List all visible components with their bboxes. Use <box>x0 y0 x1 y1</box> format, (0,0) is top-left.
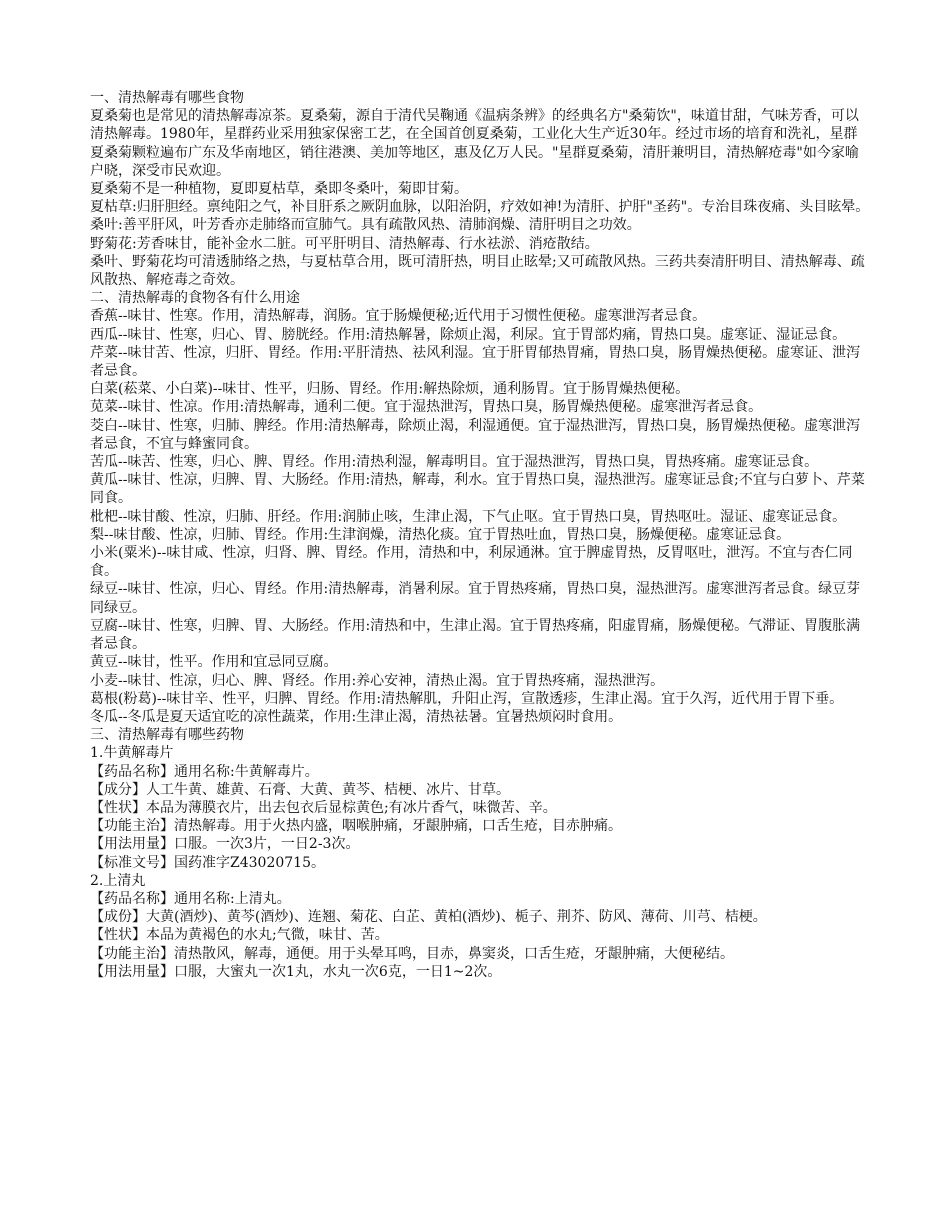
field-value: 清热散风，解毒，通便。用于头晕耳鸣，目赤，鼻窦炎，口舌生疮，牙龈肿痛，大便秘结。 <box>174 945 734 962</box>
drug-field <box>90 945 870 963</box>
field-label: 【药品名称】 <box>90 890 174 907</box>
section-heading: 三、清热解毒有哪些药物 <box>90 727 244 744</box>
food-item: 葛根(粉葛)--味甘辛、性平，归脾、胃经。作用:清热解肌，升阳止泻，宣散透疹，生津止渴。宜于久泻，近代用于胃下垂。 <box>90 690 844 707</box>
field-value: 大黄(酒炒)、黄芩(酒炒)、连翘、菊花、白芷、黄柏(酒炒)、栀子、荆芥、防风、薄荷、川芎、桔梗。 <box>146 909 767 926</box>
drug-field <box>90 781 870 799</box>
field-label: 【标准文号】 <box>90 854 174 871</box>
section-1 <box>90 89 870 289</box>
food-item: 黄豆--味甘，性平。作用和宜忌同豆腐。 <box>90 654 338 671</box>
field-label: 【成分】 <box>90 781 146 798</box>
field-value: 口服，大蜜丸一次1丸，水丸一次6克，一日1~2次。 <box>174 963 502 980</box>
food-item: 黄瓜--味甘、性凉，归脾、胃、大肠经。作用:清热，解毒，利水。宜于胃热口臭，湿热泄泻。虚寒证忌食;不宜与白萝卜、芹菜同食。 <box>90 472 865 507</box>
food-item: 西瓜--味甘、性寒，归心、胃、膀胱经。作用:清热解暑，除烦止渴，利尿。宜于胃部灼痛，胃热口臭。虚寒证、湿证忌食。 <box>90 326 847 343</box>
field-label: 【药品名称】 <box>90 763 174 780</box>
drug-title: 1.牛黄解毒片 <box>90 745 174 762</box>
food-item: 香蕉--味甘、性寒。作用，清热解毒，润肠。宜于肠燥便秘;近代用于习惯性便秘。虚寒泄泻者忌食。 <box>90 308 707 325</box>
field-value: 通用名称:牛黄解毒片。 <box>174 763 319 780</box>
food-item: 小米(粟米)--味甘咸、性凉，归肾、脾、胃经。作用，清热和中，利尿通淋。宜于脾虚胃热，反胃呕吐，泄泻。不宜与杏仁同食。 <box>90 545 853 580</box>
document-body <box>90 89 870 981</box>
field-label: 【成份】 <box>90 909 146 926</box>
section-2 <box>90 289 870 726</box>
section-heading: 一、清热解毒有哪些食物 <box>90 90 244 106</box>
field-value: 本品为黄褐色的水丸;气微，味甘、苦。 <box>146 927 389 944</box>
food-item: 小麦--味甘、性凉，归心、脾、肾经。作用:养心安神，清热止渴。宜于胃热疼痛，湿热泄泻。 <box>90 672 665 689</box>
field-label: 【功能主治】 <box>90 945 174 962</box>
field-label: 【性状】 <box>90 799 146 816</box>
field-label: 【功能主治】 <box>90 818 174 835</box>
drug-field <box>90 908 870 926</box>
food-item: 枇杷--味甘酸、性凉，归肺、肝经。作用:润肺止咳，生津止渴，下气止呕。宜于胃热口臭，胃热呕吐。湿证、虚寒证忌食。 <box>90 508 847 525</box>
food-item: 茭白--味甘、性寒，归肺、脾经。作用:清热解毒，除烦止渴，利湿通便。宜于湿热泄泻，胃热口臭，肠胃燥热便秘。虚寒泄泻者忌食，不宜与蜂蜜同食。 <box>90 417 861 452</box>
drug-field <box>90 963 870 981</box>
drug-field <box>90 835 870 853</box>
field-value: 口服。一次3片，一日2-3次。 <box>174 836 360 853</box>
field-value: 清热解毒。用于火热内盛，咽喉肿痛，牙龈肿痛，口舌生疮，目赤肿痛。 <box>174 818 622 835</box>
food-item: 豆腐--味甘、性寒，归脾、胃、大肠经。作用:清热和中，生津止渴。宜于胃热疼痛，阳虚胃痛，肠燥便秘。气滞证、胃腹胀满者忌食。 <box>90 617 861 653</box>
section-3 <box>90 726 870 981</box>
food-item: 芹菜--味甘苦、性凉，归肝、胃经。作用:平肝清热、祛风利湿。宜于肝胃郁热胃痛，胃热口臭，肠胃燥热便秘。虚寒证、泄泻者忌食。 <box>90 344 861 380</box>
section-heading: 二、清热解毒的食物各有什么用途 <box>90 290 300 307</box>
field-value: 通用名称:上清丸。 <box>174 890 291 907</box>
paragraph: 夏枯草:归肝胆经。禀纯阳之气，补目肝系之厥阴血脉，以阳治阴，疗效如神!为清肝、护肝"圣药"。专治目珠夜痛、头目眩晕。 <box>90 199 870 216</box>
food-item: 苦瓜--味苦、性寒，归心、脾、胃经。作用:清热利湿，解毒明目。宜于湿热泄泻，胃热口臭，胃热疼痛。虚寒证忌食。 <box>90 454 819 471</box>
paragraph: 夏桑菊也是常见的清热解毒凉茶。夏桑菊，源自于清代吴鞠通《温病条辨》的经典名方"桑菊饮"，味道甘甜，气味芳香，可以清热解毒。1980年，星群药业采用独家保密工艺，在全国首创夏桑菊，工业化大生产近30年。经过市场的培育和洗礼，星群夏桑菊颗粒遍布广东及华南地区，销往港澳、美加等地区，惠及亿万人民。"星群夏桑菊，清肝兼明目，清热解疮毒"如今家喻户晓，深受市民欢迎。 <box>90 108 859 179</box>
food-item: 冬瓜--冬瓜是夏天适宜吃的凉性蔬菜，作用:生津止渴，清热祛暑。宜暑热烦闷时食用。 <box>90 708 623 725</box>
field-label: 【性状】 <box>90 927 146 944</box>
field-value: 本品为薄膜衣片，出去包衣后显棕黄色;有冰片香气，味微苦、辛。 <box>146 799 557 816</box>
drug-field <box>90 799 870 817</box>
drug-field <box>90 890 870 908</box>
field-value: 国药准字Z43020715。 <box>174 854 325 871</box>
paragraph: 夏桑菊不是一种植物，夏即夏枯草，桑即冬桑叶，菊即甘菊。 <box>90 181 468 198</box>
food-item: 绿豆--味甘、性凉，归心、胃经。作用:清热解毒，消暑利尿。宜于胃热疼痛，胃热口臭，湿热泄泻。虚寒泄泻者忌食。绿豆芽同绿豆。 <box>90 581 861 616</box>
field-value: 人工牛黄、雄黄、石膏、大黄、黄芩、桔梗、冰片、甘草。 <box>146 781 510 798</box>
food-item: 梨--味甘酸、性凉，归肺、胃经。作用:生津润燥，清热化痰。宜于胃热吐血，胃热口臭，肠燥便秘。虚寒证忌食。 <box>90 526 791 543</box>
field-label: 【用法用量】 <box>90 963 174 980</box>
drug-field <box>90 817 870 835</box>
field-label: 【用法用量】 <box>90 836 174 853</box>
paragraph: 桑叶、野菊花均可清透肺络之热，与夏枯草合用，既可清肝热，明目止眩晕;又可疏散风热。三药共奏清肝明目、清热解毒、疏风散热、解疮毒之奇效。 <box>90 253 865 289</box>
food-item: 白菜(菘菜、小白菜)--味甘、性平，归肠、胃经。作用:解热除烦，通利肠胃。宜于肠胃燥热便秘。 <box>90 381 690 398</box>
food-item: 苋菜--味甘、性凉。作用:清热解毒，通利二便。宜于湿热泄泻，胃热口臭，肠胃燥热便秘。虚寒泄泻者忌食。 <box>90 399 763 416</box>
drug-field <box>90 854 870 872</box>
drug-field <box>90 926 870 944</box>
paragraph: 桑叶:善平肝风，叶芳香亦走肺络而宣肺气。具有疏散风热、清肺润燥、清肝明目之功效。 <box>90 217 641 234</box>
drug-field <box>90 763 870 781</box>
drug-title: 2.上清丸 <box>90 872 146 889</box>
paragraph: 野菊花:芳香味甘，能补金水二脏。可平肝明目、清热解毒、行水祛淤、消疮散结。 <box>90 235 599 252</box>
